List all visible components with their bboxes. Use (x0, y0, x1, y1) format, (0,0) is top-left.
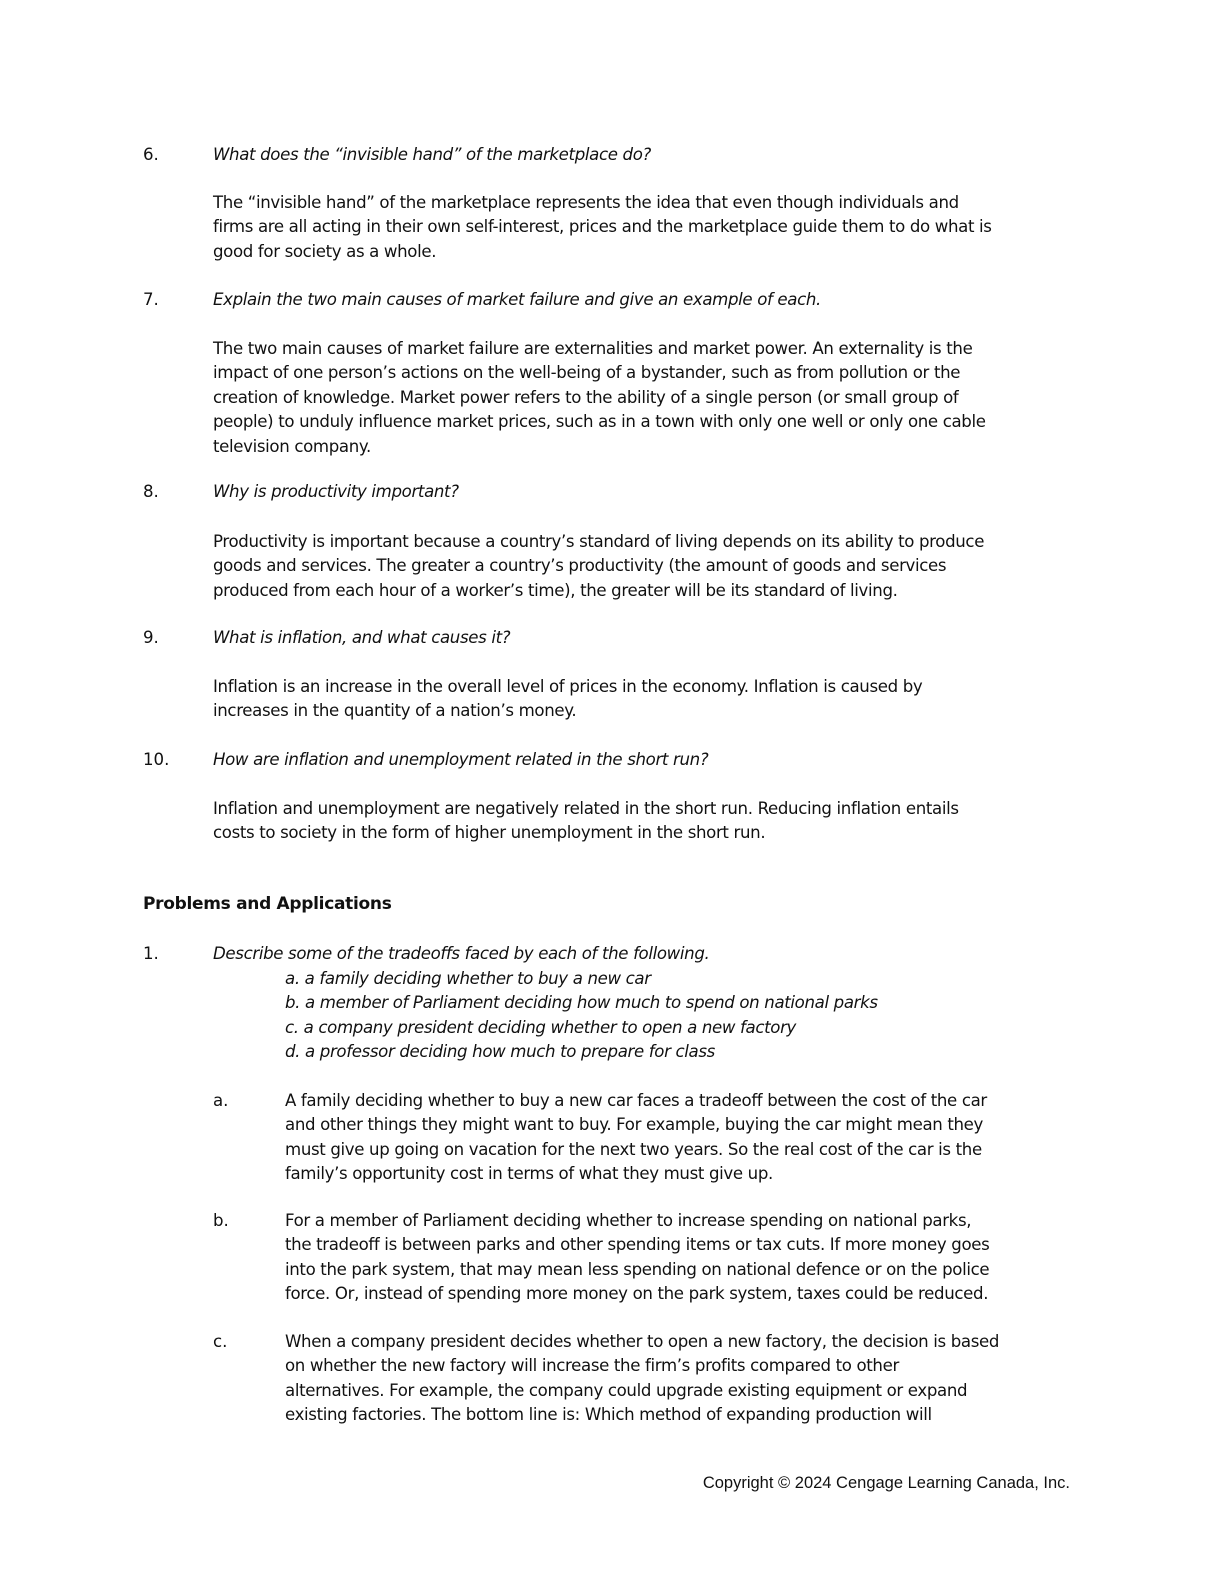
text-line: costs to society in the form of higher unemployment in the short run. (213, 823, 766, 843)
answer-text (285, 1209, 989, 1307)
answer-text (213, 675, 922, 724)
text-line: How are inflation and unemployment related in the short run? (213, 750, 709, 769)
question-number: 10. (143, 750, 170, 769)
text-line: A family deciding whether to buy a new car faces a tradeoff between the cost of the car (285, 1091, 987, 1110)
text-line: family’s opportunity cost in terms of what they must give up. (285, 1164, 773, 1184)
text-line: people) to unduly influence market prices, such as in a town with only one well or only one cable (213, 412, 986, 432)
text-line: produced from each hour of a worker’s time), the greater will be its standard of living. (213, 580, 898, 600)
answer-text (213, 797, 959, 846)
text-line: Inflation and unemployment are negatively related in the short run. Reducing inflation entails (213, 799, 959, 818)
problem-subitems (285, 967, 878, 1065)
answer-text (213, 337, 986, 459)
question-text (213, 288, 821, 312)
text-line: into the park system, that may mean less spending on national defence or on the police (285, 1259, 990, 1279)
answer-text (285, 1330, 999, 1428)
text-line: television company. (213, 436, 371, 456)
copyright-footer: Copyright © 2024 Cengage Learning Canada, Inc. (702, 1474, 1070, 1492)
question-text (213, 480, 459, 504)
answer-text (285, 1089, 987, 1187)
problem-text (213, 942, 709, 966)
answer-letter: c. (213, 1332, 228, 1351)
question-text (213, 626, 510, 650)
text-line: existing factories. The bottom line is: Which method of expanding production will (285, 1405, 932, 1425)
text-line: must give up going on vacation for the next two years. So the real cost of the car is the (285, 1139, 982, 1159)
text-line: When a company president decides whether to open a new factory, the decision is based (285, 1332, 1000, 1351)
answer-letter: a. (213, 1091, 229, 1110)
text-line: Productivity is important because a country’s standard of living depends on its ability to produce (213, 532, 985, 551)
question-number: 6. (143, 145, 159, 164)
text-line: impact of one person’s actions on the well-being of a bystander, such as from pollution or the (213, 363, 961, 383)
question-number: 9. (143, 628, 159, 647)
text-line: For a member of Parliament deciding whether to increase spending on national parks, (285, 1211, 972, 1230)
text-line: creation of knowledge. Market power refers to the ability of a single person (or small group of (213, 387, 959, 407)
text-line: force. Or, instead of spending more money on the park system, taxes could be reduced. (285, 1284, 989, 1304)
text-line: increases in the quantity of a nation’s money. (213, 701, 577, 721)
text-line: firms are all acting in their own self-interest, prices and the marketplace guide them to do what is (213, 217, 992, 237)
answer-text (213, 191, 992, 264)
text-line: and other things they might want to buy. For example, buying the car might mean they (285, 1115, 984, 1135)
text-line: a. a family deciding whether to buy a new car (285, 969, 651, 988)
text-line: Inflation is an increase in the overall level of prices in the economy. Inflation is caused by (213, 677, 923, 696)
text-line: alternatives. For example, the company could upgrade existing equipment or expand (285, 1380, 968, 1400)
text-line: What is inflation, and what causes it? (213, 628, 511, 647)
problem-number: 1. (143, 944, 159, 963)
text-line: b. a member of Parliament deciding how much to spend on national parks (285, 993, 878, 1013)
text-line: Explain the two main causes of market failure and give an example of each. (213, 290, 821, 309)
text-line: What does the “invisible hand” of the marketplace do? (213, 145, 651, 164)
text-line: The two main causes of market failure are externalities and market power. An externality is the (213, 339, 973, 358)
question-number: 8. (143, 482, 159, 501)
text-line: d. a professor deciding how much to prepare for class (285, 1042, 715, 1062)
text-line: the tradeoff is between parks and other spending items or tax cuts. If more money goes (285, 1235, 990, 1255)
text-line: good for society as a whole. (213, 241, 437, 261)
answer-text (213, 530, 984, 603)
text-line: The “invisible hand” of the marketplace represents the idea that even though individuals and (213, 193, 959, 212)
text-line: goods and services. The greater a country’s productivity (the amount of goods and services (213, 556, 947, 576)
question-text (213, 748, 708, 772)
text-line: Describe some of the tradeoffs faced by each of the following. (213, 944, 710, 963)
question-text (213, 143, 651, 167)
question-number: 7. (143, 290, 159, 309)
text-line: c. a company president deciding whether to open a new factory (285, 1017, 797, 1037)
text-line: on whether the new factory will increase the firm’s profits compared to other (285, 1356, 899, 1376)
text-line: Why is productivity important? (213, 482, 459, 501)
answer-letter: b. (213, 1211, 229, 1230)
section-heading: Problems and Applications (143, 894, 392, 914)
